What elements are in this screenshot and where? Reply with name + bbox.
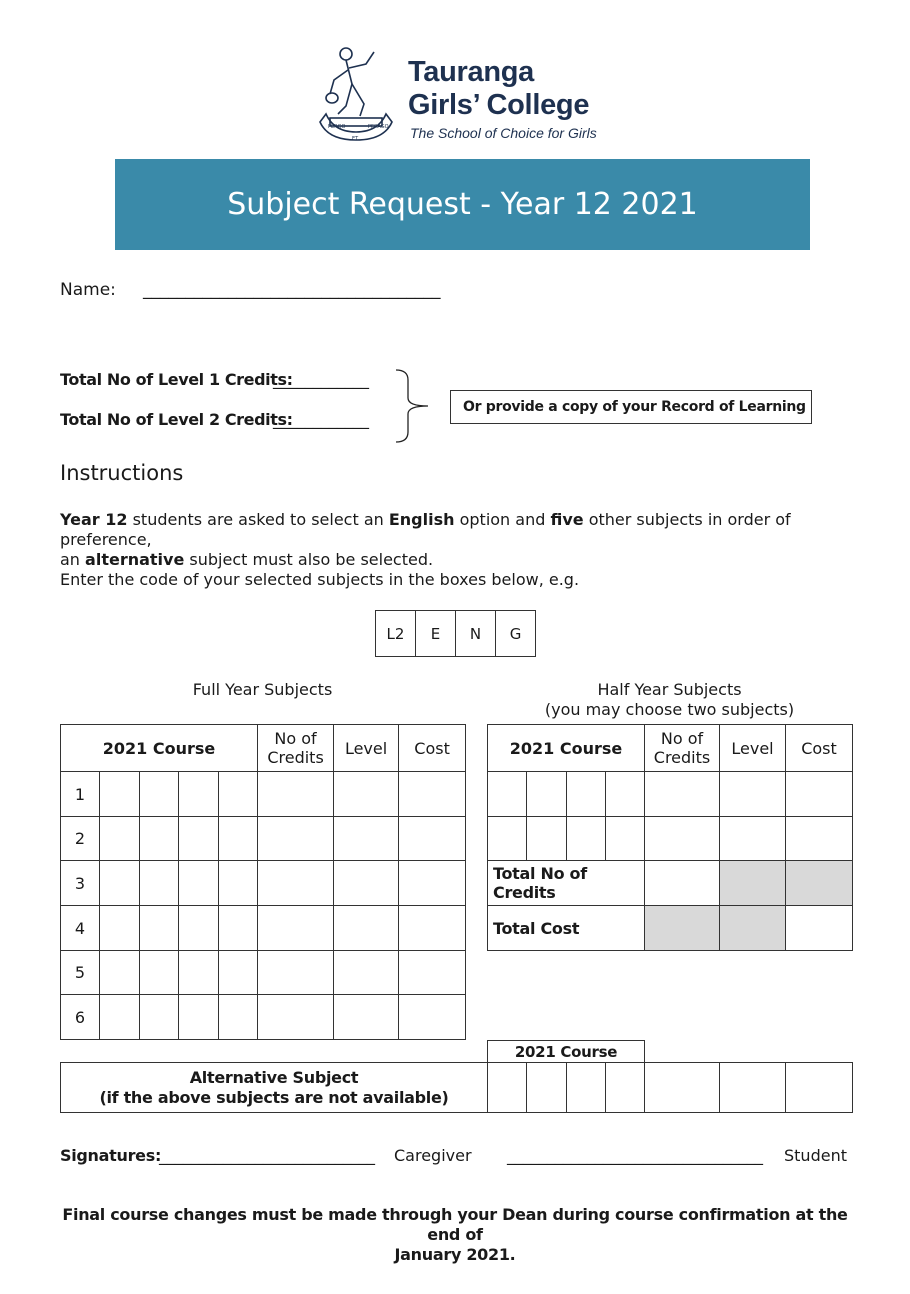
footer-line2: January 2021. (394, 1245, 516, 1264)
code-cell[interactable] (100, 906, 140, 951)
full-year-credits-header (258, 725, 334, 772)
shaded-cell (645, 906, 720, 951)
footer-note (60, 1205, 850, 1265)
example-code-box: N (456, 611, 496, 656)
table-row (488, 817, 853, 861)
total-cost-label: Total Cost (488, 906, 645, 951)
row-number: 6 (61, 995, 100, 1040)
half-year-caption-line2: (you may choose two subjects) (544, 700, 795, 719)
name-field[interactable]: ___________________________________ (143, 280, 441, 300)
table-row (61, 995, 466, 1040)
alternative-emphasis: alternative (85, 550, 185, 569)
alt-course-header: 2021 Course (488, 1041, 645, 1063)
credits-header-line1: No of (660, 729, 704, 748)
alternative-label-line1: Alternative Subject (189, 1067, 359, 1087)
alternative-subject-table (60, 1062, 853, 1113)
half-year-caption-line1: Half Year Subjects (597, 680, 742, 699)
code-cell[interactable] (140, 995, 179, 1040)
credits-cell[interactable] (258, 772, 334, 817)
credits-cell[interactable] (258, 817, 334, 861)
example-code-boxes (375, 610, 536, 657)
cost-cell[interactable] (399, 772, 466, 817)
alt-course-header-table (487, 1040, 645, 1063)
half-year-level-header: Level (720, 725, 786, 772)
alternative-label-line2: (if the above subjects are not available) (99, 1087, 449, 1107)
code-cell[interactable] (100, 861, 140, 906)
level-cell[interactable] (334, 906, 399, 951)
alternative-subject-label (61, 1063, 488, 1113)
code-cell[interactable] (488, 1063, 527, 1113)
cost-cell[interactable] (786, 772, 853, 817)
level-cell[interactable] (720, 772, 786, 817)
instruction-text-5: subject must also be selected. (184, 550, 434, 569)
student-label: Student (784, 1146, 847, 1165)
cost-cell[interactable] (786, 817, 853, 861)
cost-cell[interactable] (399, 906, 466, 951)
half-year-caption (487, 680, 852, 720)
code-cell[interactable] (140, 772, 179, 817)
caregiver-label: Caregiver (394, 1146, 472, 1165)
table-row (61, 817, 466, 861)
credits-cell[interactable] (645, 1063, 720, 1113)
level-cell[interactable] (334, 951, 399, 995)
record-of-learning-note: Or provide a copy of your Record of Learning (450, 390, 812, 424)
school-name (408, 56, 589, 122)
code-cell[interactable] (219, 861, 258, 906)
code-cell[interactable] (527, 1063, 567, 1113)
cost-cell[interactable] (399, 995, 466, 1040)
cost-cell[interactable] (399, 951, 466, 995)
level2-credits-field[interactable]: ____________ (273, 410, 369, 429)
five-emphasis: five (550, 510, 584, 529)
code-cell[interactable] (567, 817, 606, 861)
code-cell[interactable] (100, 995, 140, 1040)
level-cell[interactable] (334, 817, 399, 861)
full-year-level-header: Level (334, 725, 399, 772)
level-cell[interactable] (334, 772, 399, 817)
code-cell[interactable] (219, 817, 258, 861)
full-year-course-header: 2021 Course (61, 725, 258, 772)
form-title-banner: Subject Request - Year 12 2021 (115, 159, 810, 250)
code-cell[interactable] (488, 817, 527, 861)
code-cell[interactable] (179, 995, 219, 1040)
code-cell[interactable] (527, 772, 567, 817)
full-year-cost-header: Cost (399, 725, 466, 772)
row-number: 1 (61, 772, 100, 817)
school-tagline: The School of Choice for Girls (410, 125, 597, 141)
code-cell[interactable] (606, 817, 645, 861)
credits-cell[interactable] (258, 995, 334, 1040)
code-cell[interactable] (179, 951, 219, 995)
half-year-credits-header (645, 725, 720, 772)
bracket-brace (394, 368, 434, 444)
cost-cell[interactable] (399, 817, 466, 861)
table-row (488, 906, 853, 951)
half-year-cost-header: Cost (786, 725, 853, 772)
table-row (61, 951, 466, 995)
full-year-caption: Full Year Subjects (192, 680, 333, 699)
code-cell[interactable] (140, 906, 179, 951)
code-cell[interactable] (140, 951, 179, 995)
footer-line1: Final course changes must be made through your Dean during course confirmation at the end of (62, 1205, 848, 1244)
student-signature-line[interactable]: ________________________________ (507, 1146, 763, 1165)
credits-header-line1: No of (274, 729, 317, 748)
code-cell[interactable] (179, 906, 219, 951)
table-row (488, 772, 853, 817)
code-cell[interactable] (527, 817, 567, 861)
total-credits-cell[interactable] (645, 861, 720, 906)
total-credits-label: Total No of Credits (488, 861, 645, 906)
credits-cell[interactable] (645, 772, 720, 817)
shaded-cell (786, 861, 853, 906)
signatures-label: Signatures: (60, 1146, 162, 1165)
school-name-line1: Tauranga (408, 56, 534, 88)
level1-credits-field[interactable]: ____________ (273, 370, 369, 389)
level-cell[interactable] (334, 995, 399, 1040)
instruction-code-hint: Enter the code of your selected subjects in the boxes below, e.g. (60, 570, 580, 589)
example-code-box: G (509, 624, 522, 643)
table-row (488, 861, 853, 906)
code-cell[interactable] (567, 772, 606, 817)
code-cell[interactable] (179, 772, 219, 817)
row-number: 3 (61, 861, 100, 906)
credits-header-line2: Credits (267, 748, 324, 767)
name-label: Name: (60, 280, 116, 300)
row-number: 2 (61, 817, 100, 861)
year-12-emphasis: Year 12 (60, 510, 128, 529)
half-year-course-header: 2021 Course (488, 725, 645, 772)
level-cell[interactable] (720, 1063, 786, 1113)
example-code-box: E (416, 611, 456, 656)
cost-cell[interactable] (399, 861, 466, 906)
level-cell[interactable] (334, 861, 399, 906)
full-year-table (60, 724, 466, 1040)
row-number: 4 (61, 906, 100, 951)
code-cell[interactable] (100, 772, 140, 817)
half-year-table (487, 724, 853, 951)
english-emphasis: English (388, 510, 455, 529)
code-cell[interactable] (219, 906, 258, 951)
code-cell[interactable] (140, 861, 179, 906)
code-cell[interactable] (219, 951, 258, 995)
code-cell[interactable] (567, 1063, 606, 1113)
shaded-cell (720, 861, 786, 906)
college-crest-logo (316, 44, 396, 150)
code-cell[interactable] (100, 951, 140, 995)
example-code-box: L2 (376, 611, 416, 656)
code-cell[interactable] (100, 817, 140, 861)
code-cell[interactable] (140, 817, 179, 861)
crest-motto-2: ET (352, 136, 359, 142)
crest-motto-1: PERGO (328, 124, 346, 130)
code-cell[interactable] (179, 861, 219, 906)
shaded-cell (720, 906, 786, 951)
code-cell[interactable] (606, 772, 645, 817)
instruction-text-1: students are asked to select an (127, 510, 389, 529)
caregiver-signature-line[interactable]: ___________________________ (159, 1146, 375, 1165)
instruction-text-4: an (60, 550, 86, 569)
level-cell[interactable] (720, 817, 786, 861)
instructions-heading: Instructions (60, 461, 184, 485)
table-row (61, 861, 466, 906)
table-row (61, 772, 466, 817)
school-name-line2: Girls’ College (408, 89, 590, 121)
credits-cell[interactable] (258, 861, 334, 906)
level2-credits-label: Total No of Level 2 Credits: (60, 410, 293, 429)
code-cell[interactable] (219, 995, 258, 1040)
level1-credits-label: Total No of Level 1 Credits: (60, 370, 293, 389)
instructions-paragraph (60, 510, 860, 570)
credits-cell[interactable] (258, 906, 334, 951)
crest-motto-3: PERAGO (368, 124, 389, 130)
total-cost-cell[interactable] (786, 906, 853, 951)
code-cell[interactable] (219, 772, 258, 817)
instruction-text-3: other subjects in order of preference, (60, 510, 791, 549)
instruction-text-2: option and (454, 510, 551, 529)
code-cell[interactable] (606, 1063, 645, 1113)
code-cell[interactable] (488, 772, 527, 817)
credits-cell[interactable] (645, 817, 720, 861)
code-cell[interactable] (179, 817, 219, 861)
cost-cell[interactable] (786, 1063, 853, 1113)
table-row (61, 906, 466, 951)
row-number: 5 (61, 951, 100, 995)
credits-cell[interactable] (258, 951, 334, 995)
credits-header-line2: Credits (653, 748, 711, 767)
